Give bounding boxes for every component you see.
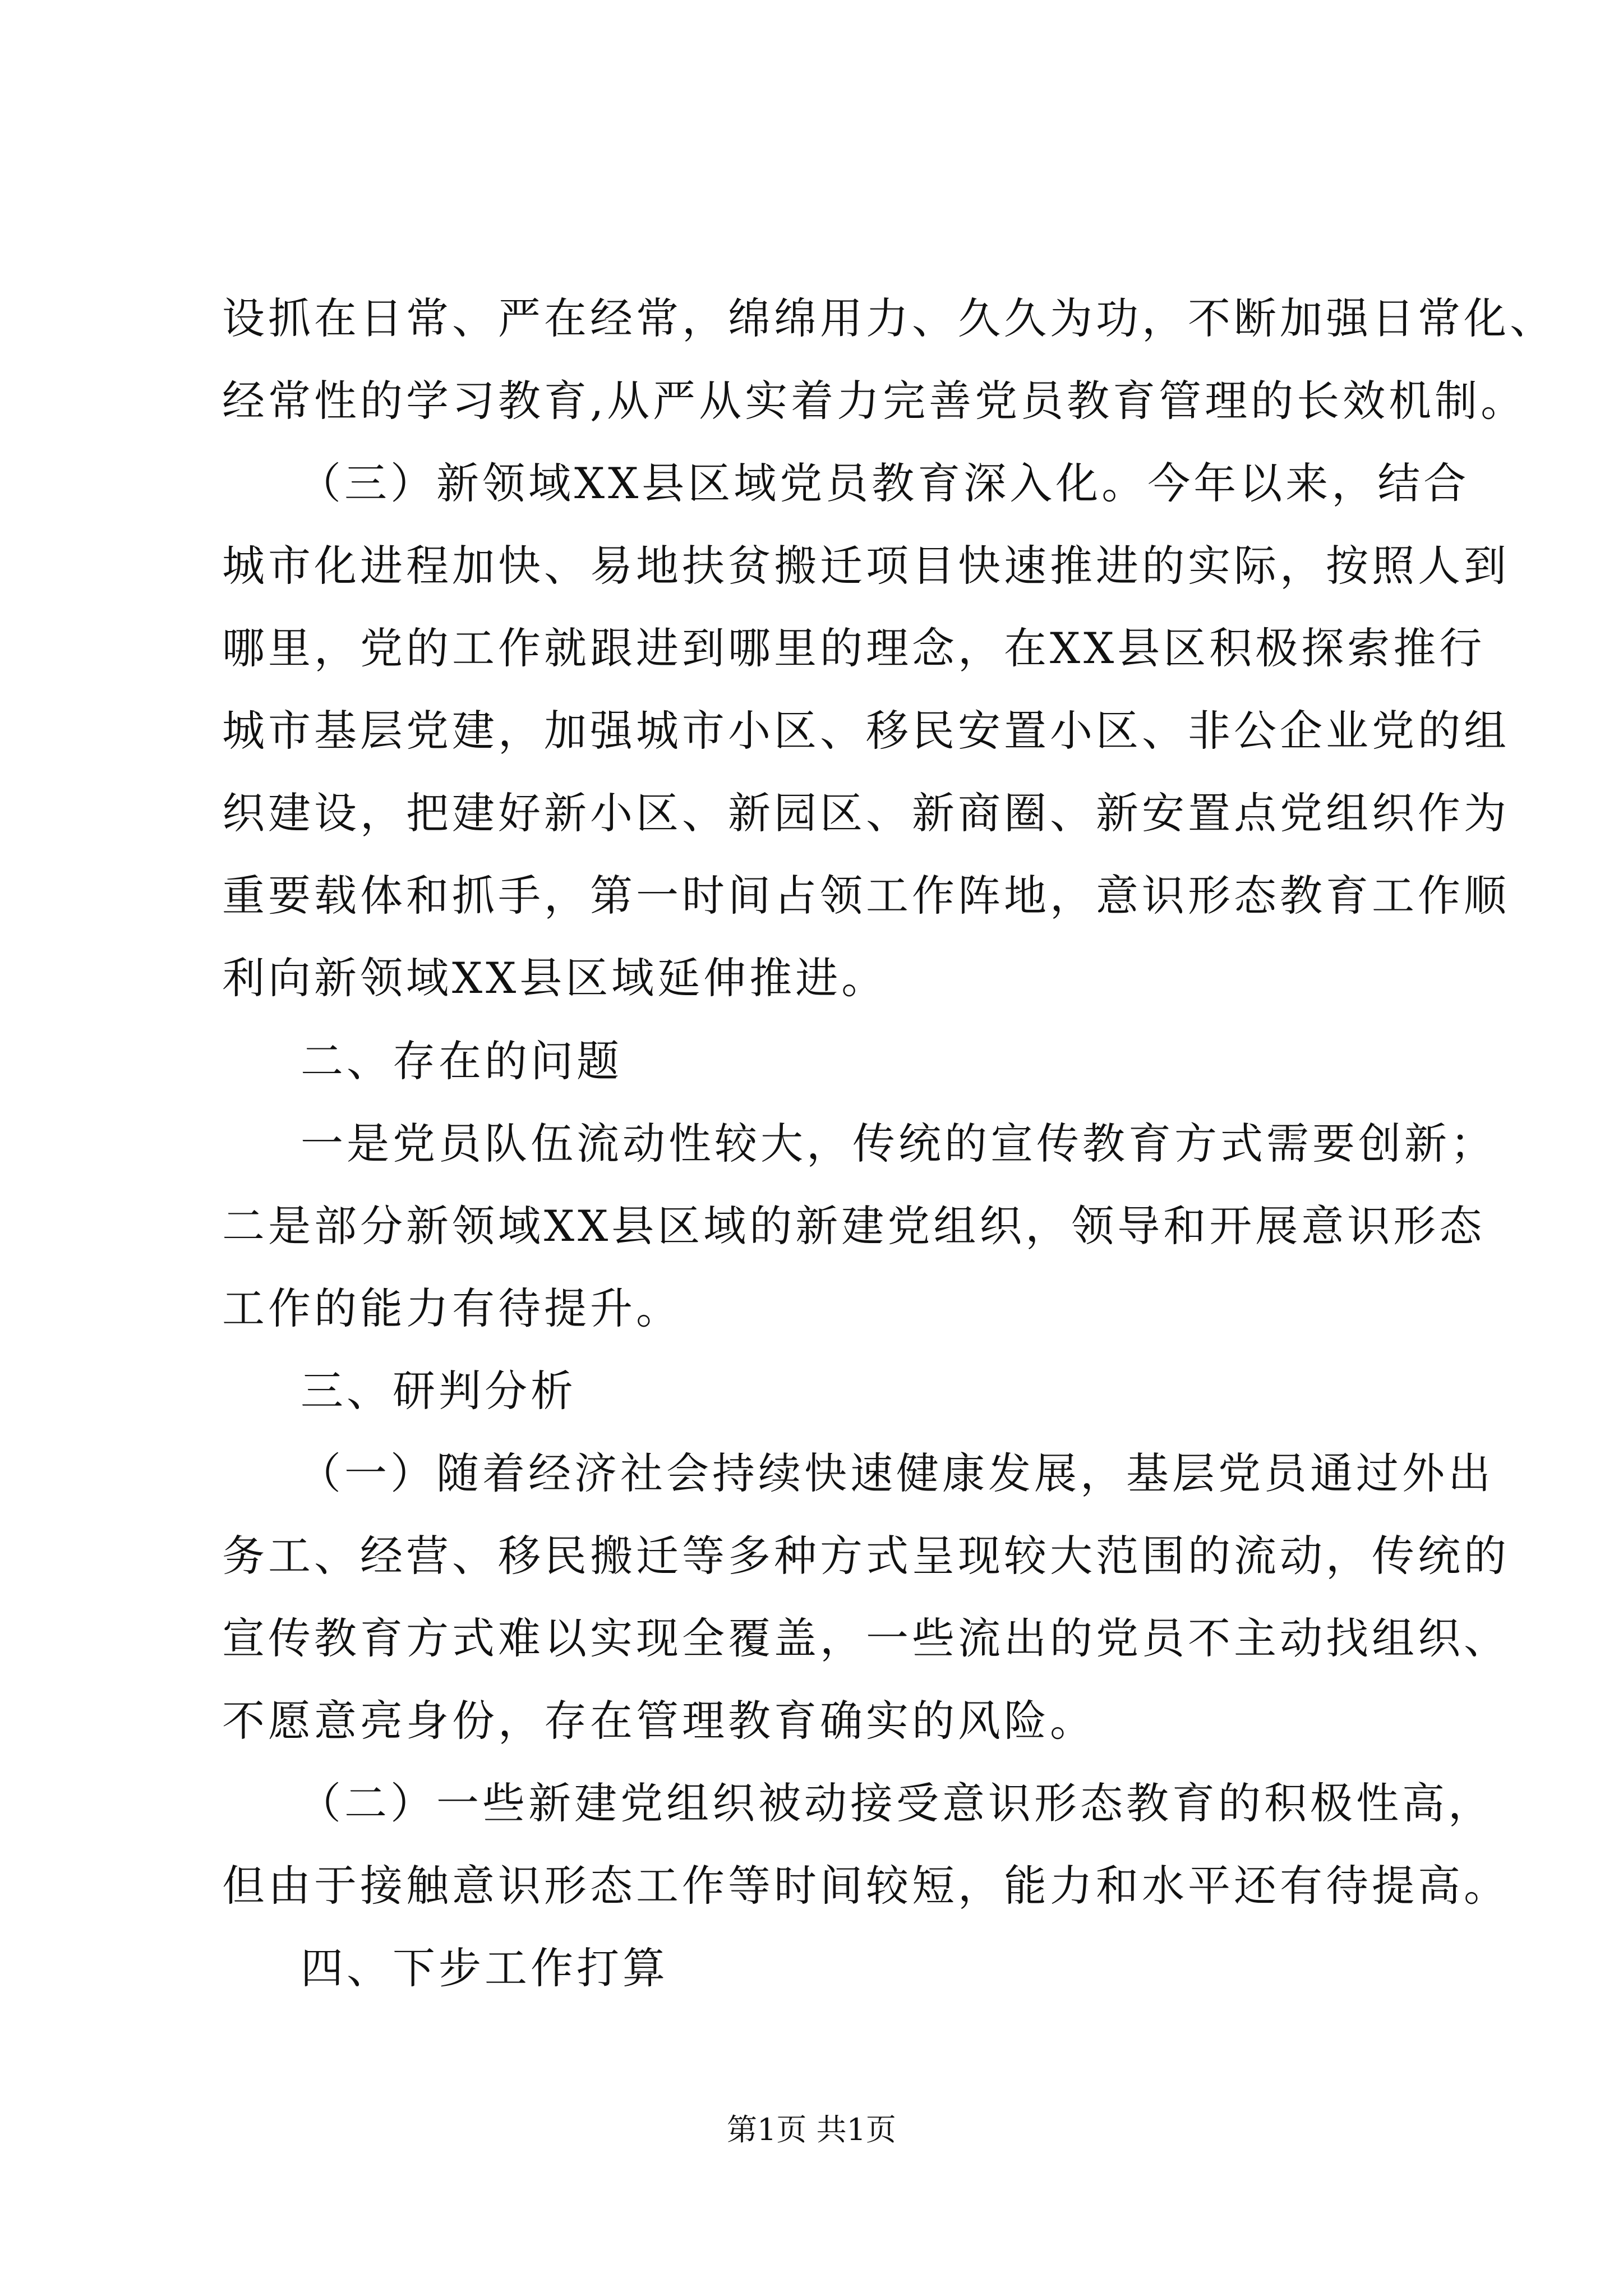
text-line: 城市化进程加快、易地扶贫搬迁项目快速推进的实际，按照人到 xyxy=(222,541,1510,591)
text-line: 城市基层党建，加强城市小区、移民安置小区、非公企业党的组 xyxy=(222,706,1510,756)
section-heading: 四、下步工作打算 xyxy=(301,1943,668,1993)
text-line: 宣传教育方式难以实现全覆盖，一些流出的党员不主动找组织、 xyxy=(222,1613,1510,1663)
text-line: 但由于接触意识形态工作等时间较短，能力和水平还有待提高。 xyxy=(222,1861,1510,1911)
page-footer: 第1页 共1页 xyxy=(727,2112,896,2147)
text-line: 经常性的学习教育,从严从实着力完善党员教育管理的长效机制。 xyxy=(222,376,1527,426)
text-line: （一）随着经济社会持续快速健康发展，基层党员通过外出 xyxy=(298,1448,1494,1498)
section-heading: 二、存在的问题 xyxy=(301,1036,623,1086)
text-line: 设抓在日常、严在经常，绵绵用力、久久为功，不断加强日常化、 xyxy=(222,293,1556,343)
text-line: 重要载体和抓手，第一时间占领工作阵地，意识形态教育工作顺 xyxy=(222,871,1510,921)
text-line: 二是部分新领域XX县区域的新建党组织，领导和开展意识形态 xyxy=(222,1201,1486,1251)
text-line: 利向新领域XX县区域延伸推进。 xyxy=(222,953,888,1003)
text-line: 织建设，把建好新小区、新园区、新商圈、新安置点党组织作为 xyxy=(222,788,1510,838)
text-line: 一是党员队伍流动性较大，传统的宣传教育方式需要创新； xyxy=(301,1119,1496,1168)
section-heading: 三、研判分析 xyxy=(301,1366,577,1416)
text-line: （二）一些新建党组织被动接受意识形态教育的积极性高， xyxy=(298,1778,1494,1828)
text-line: 哪里，党的工作就跟进到哪里的理念，在XX县区积极探索推行 xyxy=(222,623,1486,673)
text-line: 务工、经营、移民搬迁等多种方式呈现较大范围的流动，传统的 xyxy=(222,1531,1510,1581)
text-line: （三）新领域XX县区域党员教育深入化。今年以来，结合 xyxy=(298,458,1470,508)
text-line: 不愿意亮身份，存在管理教育确实的风险。 xyxy=(222,1696,1096,1746)
text-line: 工作的能力有待提升。 xyxy=(222,1283,682,1333)
